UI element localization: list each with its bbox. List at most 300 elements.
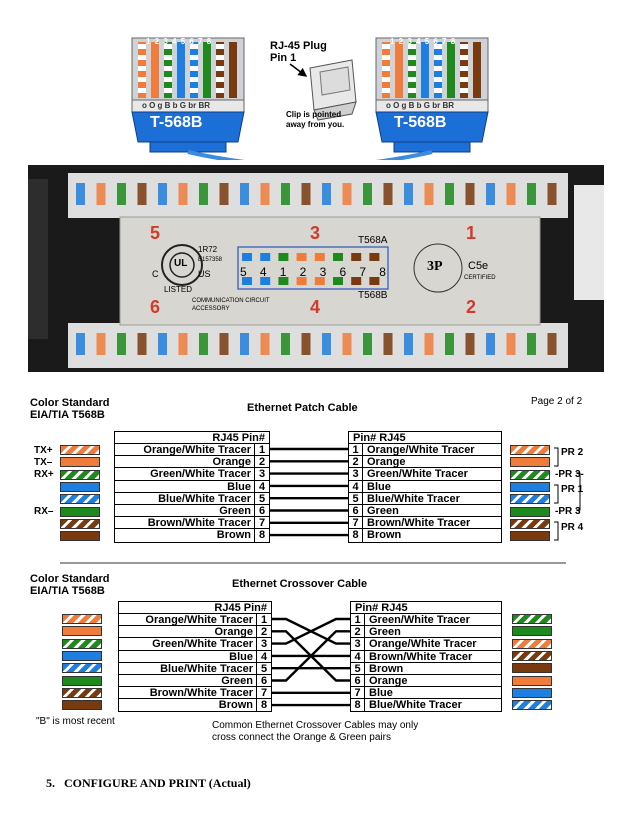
pin-number: 7: [258, 517, 266, 530]
rx-plus-label: RX+: [34, 469, 54, 480]
cat-label: C5e: [468, 260, 489, 272]
patch-title: Ethernet Patch Cable: [247, 402, 358, 414]
idc-terminal: [404, 183, 413, 205]
idc-terminal: [281, 183, 290, 205]
wire-name: Green: [369, 626, 401, 639]
patch-right-table: [348, 431, 502, 543]
wire-stripe: [190, 77, 198, 82]
patch-wires: [270, 443, 348, 543]
table-row: [115, 493, 269, 505]
cross-left-table: [118, 601, 272, 712]
jack-pin-number: 6: [339, 265, 347, 279]
pin-number: 8: [349, 529, 363, 541]
idc-terminal: [240, 183, 249, 205]
wire-stripe: [434, 88, 442, 93]
wire-stripe: [434, 55, 442, 60]
pin-number: 5: [351, 663, 365, 674]
patch-panel-photo: [28, 165, 604, 372]
jack-num-3: 3: [310, 223, 321, 243]
pair-3-label-bottom: -PR 3: [555, 506, 581, 517]
accessory-line1: COMMUNICATION CIRCUIT: [192, 298, 270, 304]
table-row: [351, 675, 501, 687]
table-row: [119, 663, 271, 675]
wire-stripe: [382, 44, 390, 49]
right-standard-label: T-568B: [394, 114, 447, 131]
idc-terminal: [220, 183, 229, 205]
table-row: [119, 651, 271, 663]
jack-pin-number: 3: [319, 265, 327, 279]
table-row: [119, 687, 271, 699]
table-row: [115, 468, 269, 480]
table-row: [119, 614, 271, 626]
pin-number: 2: [349, 456, 363, 467]
idc-terminal: [158, 183, 167, 205]
jack-color-swatch: [333, 253, 343, 261]
idc-terminal: [97, 183, 106, 205]
jack-pin-order: [240, 265, 386, 279]
table-row: [351, 699, 501, 711]
color-swatch: [60, 531, 100, 541]
crossover-note-line2: cross connect the Orange & Green pairs: [212, 732, 391, 743]
idc-terminal: [363, 333, 372, 355]
idc-terminal: [404, 333, 413, 355]
wire-stripe: [138, 55, 146, 60]
cross-standard-line2: EIA/TIA T568B: [30, 585, 105, 597]
color-swatch: [62, 676, 102, 686]
pin-number: 3: [260, 638, 268, 651]
wire-name: Brown/White Tracer: [115, 517, 255, 528]
pin-number: 1: [258, 444, 266, 456]
table-row: [351, 638, 501, 650]
table-row: [119, 675, 271, 687]
table-row: [115, 444, 269, 456]
pin-number: 3: [349, 468, 363, 479]
color-swatch: [510, 470, 550, 480]
color-swatch: [510, 519, 550, 529]
color-swatch: [62, 688, 102, 698]
color-swatch: [512, 614, 552, 624]
wire-stripe: [164, 66, 172, 71]
color-swatch: [510, 507, 550, 517]
table-row: [349, 493, 501, 505]
section-heading-text: CONFIGURE AND PRINT (Actual): [64, 776, 251, 790]
idc-terminal: [548, 333, 557, 355]
pin-number: 3: [351, 638, 365, 649]
color-swatch: [512, 676, 552, 686]
wire-stripe: [138, 66, 146, 71]
table-row: [349, 444, 501, 456]
wire-stripe: [164, 55, 172, 60]
idc-terminal: [486, 333, 495, 355]
pin-one-label: Pin 1: [270, 52, 297, 64]
rj45-diagram: [120, 30, 500, 160]
wire-name: Green: [119, 675, 257, 686]
pair-2-label: PR 2: [561, 447, 584, 458]
idc-terminal: [138, 333, 147, 355]
idc-terminal: [445, 183, 454, 205]
color-swatch: [512, 626, 552, 636]
idc-terminal: [281, 333, 290, 355]
wire-stripe: [408, 77, 416, 82]
pin-number: 8: [260, 699, 268, 712]
pin-number: 6: [260, 674, 268, 687]
cross-standard-line1: Color Standard: [30, 573, 110, 585]
jack-pin-number: 1: [279, 265, 287, 279]
jack-pin-number: 5: [240, 265, 247, 279]
table-row: [115, 481, 269, 493]
idc-terminal: [507, 333, 516, 355]
idc-terminal: [466, 183, 475, 205]
tx-minus-label: TX–: [34, 457, 53, 468]
table-row: [119, 638, 271, 650]
jack-pin-number: 8: [379, 265, 386, 279]
color-swatch: [60, 519, 100, 529]
wire-stripe: [460, 55, 468, 60]
idc-terminal: [76, 333, 85, 355]
wire-stripe: [138, 44, 146, 49]
plug-title: RJ-45 Plug: [270, 40, 327, 52]
color-swatch: [62, 700, 102, 710]
pin-number: 3: [258, 468, 266, 481]
idc-terminal: [302, 183, 311, 205]
color-swatch: [60, 494, 100, 504]
pair-3-label-top: -PR 3-: [555, 469, 584, 480]
connector-wire: [473, 42, 481, 98]
table-row: [351, 663, 501, 675]
color-swatch: [510, 494, 550, 504]
idc-terminal: [425, 183, 434, 205]
table-row: [115, 505, 269, 517]
pin-number: 8: [351, 699, 365, 711]
idc-terminal: [384, 333, 393, 355]
table-row: [115, 456, 269, 468]
wire-stripe: [460, 44, 468, 49]
color-swatch: [512, 663, 552, 673]
color-swatch: [510, 445, 550, 455]
color-swatch: [60, 470, 100, 480]
table-row: [349, 505, 501, 517]
pin-number: 4: [351, 651, 365, 662]
wire-name: Green/White Tracer: [115, 468, 255, 479]
connector-wire: [151, 42, 159, 98]
wire-name: Blue/White Tracer: [369, 699, 462, 712]
ul-us: US: [198, 269, 211, 279]
clip-note: Clip is pointed away from you.: [286, 110, 345, 129]
table-row: [119, 626, 271, 638]
color-swatch: [62, 614, 102, 624]
wire-stripe: [216, 55, 224, 60]
idc-terminal: [158, 333, 167, 355]
idc-terminal: [343, 333, 352, 355]
pin-number: 1: [349, 444, 363, 455]
idc-terminal: [199, 333, 208, 355]
ul-mark: UL: [174, 258, 188, 269]
std-b-label: T568B: [358, 290, 388, 301]
jack-pin-number: 2: [299, 265, 307, 279]
left-color-codes: o O g B b G br BR: [142, 101, 210, 110]
wire-name: Orange/White Tracer: [369, 638, 477, 651]
pair-1-label: PR 1: [561, 484, 584, 495]
idc-terminal: [466, 333, 475, 355]
pin-number: 5: [260, 662, 268, 675]
ul-code: 1R72: [198, 245, 218, 254]
color-swatch: [510, 531, 550, 541]
wire-stripe: [164, 77, 172, 82]
pin-number: 7: [349, 517, 363, 528]
cross-right-header: Pin# RJ45: [351, 602, 501, 614]
wire-name: Green/White Tracer: [367, 468, 468, 481]
wire-name: Brown: [119, 699, 257, 711]
pin-number: 2: [351, 626, 365, 637]
idc-terminal: [117, 183, 126, 205]
pin-number: 4: [349, 481, 363, 492]
wire-stripe: [216, 77, 224, 82]
jack-color-swatch: [351, 253, 361, 261]
idc-terminal: [507, 183, 516, 205]
color-swatch: [512, 688, 552, 698]
idc-terminal: [76, 183, 85, 205]
jack-color-swatch: [278, 253, 288, 261]
color-swatch: [510, 482, 550, 492]
color-swatch: [512, 700, 552, 710]
idc-terminal: [548, 183, 557, 205]
color-swatch: [60, 482, 100, 492]
color-swatch: [512, 639, 552, 649]
table-row: [115, 529, 269, 541]
table-row: [351, 687, 501, 699]
wire-name: Brown/White Tracer: [367, 517, 471, 530]
pin-number: 1: [260, 614, 268, 626]
wire-stripe: [408, 88, 416, 93]
right-pin-numbers: 1 2 3 4 5 6 7 8: [390, 37, 457, 46]
badge-3p: 3P: [427, 259, 443, 274]
color-swatch: [62, 639, 102, 649]
wire-name: Brown: [369, 662, 404, 675]
wire-name: Brown: [115, 529, 255, 541]
cross-left-header: RJ45 Pin#: [119, 602, 271, 614]
patch-left-table: [114, 431, 270, 543]
pair-4-label: PR 4: [561, 522, 584, 533]
right-color-codes: o O g B b G br BR: [386, 101, 454, 110]
wire-stripe: [460, 77, 468, 82]
pin-number: 2: [260, 626, 268, 639]
idc-terminal: [486, 183, 495, 205]
recent-note: "B" is most recent: [36, 716, 115, 727]
wire-stripe: [382, 66, 390, 71]
left-connector: [132, 38, 244, 152]
pin-number: 5: [258, 492, 266, 505]
wire-name: Orange: [369, 674, 408, 687]
idc-terminal: [322, 183, 331, 205]
idc-terminal: [97, 333, 106, 355]
wire-stripe: [408, 55, 416, 60]
wire-name: Brown/White Tracer: [119, 687, 257, 698]
jack-pin-number: 4: [259, 265, 267, 279]
wire-name: Blue: [367, 480, 391, 493]
patch-left-header: RJ45 Pin#: [115, 432, 269, 444]
jack-color-swatch: [315, 253, 325, 261]
wire-name: Blue: [119, 651, 257, 662]
wire-stripe: [434, 77, 442, 82]
pin-number: 7: [260, 687, 268, 700]
jack-color-swatch: [242, 253, 252, 261]
pin-number: 6: [349, 505, 363, 516]
table-row: [349, 529, 501, 541]
jack-color-swatch: [260, 253, 270, 261]
wire-name: Blue/White Tracer: [115, 493, 255, 504]
pin-number: 4: [258, 480, 266, 493]
wire-name: Green/White Tracer: [119, 638, 257, 649]
cross-right-table: [350, 601, 502, 712]
idc-terminal: [527, 333, 536, 355]
table-row: [349, 468, 501, 480]
color-swatch: [60, 507, 100, 517]
jack-color-swatch: [297, 253, 307, 261]
left-standard-label: T-568B: [150, 114, 203, 131]
pin-number: 7: [351, 687, 365, 698]
wire-name: Green: [367, 504, 399, 517]
idc-terminal: [179, 183, 188, 205]
pin-number: 4: [260, 650, 268, 663]
table-row: [119, 699, 271, 711]
wire-stripe: [216, 88, 224, 93]
wire-name: Blue/White Tracer: [119, 663, 257, 674]
idc-terminal: [527, 183, 536, 205]
wire-name: Orange/White Tracer: [115, 444, 255, 455]
table-row: [349, 517, 501, 529]
wire-stripe: [216, 66, 224, 71]
wire-stripe: [382, 77, 390, 82]
wire-stripe: [460, 88, 468, 93]
jack-num-5: 5: [150, 223, 161, 243]
wire-stripe: [164, 88, 172, 93]
wire-stripe: [190, 66, 198, 71]
pin-number: 1: [351, 614, 365, 625]
wire-stripe: [138, 77, 146, 82]
jack-num-4: 4: [310, 297, 321, 317]
pin-number: 6: [351, 675, 365, 686]
idc-terminal: [363, 183, 372, 205]
jack-pin-number: 7: [359, 265, 367, 279]
pin-number: 6: [258, 504, 266, 517]
connector-wire: [229, 42, 237, 98]
connector-wire: [203, 42, 211, 98]
wire-name: Orange: [119, 626, 257, 637]
wire-name: Green: [115, 505, 255, 516]
idc-terminal: [384, 183, 393, 205]
section-divider: [60, 562, 566, 564]
wire-name: Blue: [115, 481, 255, 492]
idc-terminal: [240, 333, 249, 355]
wire-stripe: [382, 55, 390, 60]
wire-name: Blue: [369, 687, 393, 700]
patch-right-header: Pin# RJ45: [349, 432, 501, 444]
pin-number: 2: [258, 456, 266, 469]
accessory-line2: ACCESSORY: [192, 306, 230, 312]
idc-terminal: [138, 183, 147, 205]
idc-terminal: [261, 333, 270, 355]
patch-standard-line1: Color Standard: [30, 397, 110, 409]
left-pin-numbers: 1 2 3 4 5 6 7 8: [146, 37, 213, 46]
crossover-note-line1: Common Ethernet Crossover Cables may only: [212, 720, 419, 731]
idc-terminal: [179, 333, 188, 355]
std-a-label: T568A: [358, 235, 388, 246]
crossover-wires: [272, 613, 350, 713]
section-number: 5.: [46, 776, 55, 790]
idc-terminal: [117, 333, 126, 355]
idc-terminal: [302, 333, 311, 355]
wire-stripe: [382, 88, 390, 93]
wire-stripe: [216, 44, 224, 49]
cross-title: Ethernet Crossover Cable: [232, 578, 368, 590]
wire-name: Orange/White Tracer: [119, 614, 257, 625]
ul-c: C: [152, 269, 159, 279]
wire-name: Orange: [367, 456, 406, 469]
color-swatch: [510, 457, 550, 467]
wire-stripe: [138, 88, 146, 93]
pin-number: 8: [258, 529, 266, 542]
table-row: [349, 456, 501, 468]
connector-wire: [395, 42, 403, 98]
color-swatch: [62, 651, 102, 661]
wire-stripe: [190, 55, 198, 60]
wire-stripe: [190, 88, 198, 93]
table-row: [351, 651, 501, 663]
patch-standard-line2: EIA/TIA T568B: [30, 409, 105, 421]
jack-num-2: 2: [466, 297, 477, 317]
color-swatch: [60, 457, 100, 467]
idc-terminal: [322, 333, 331, 355]
section-heading: [46, 776, 251, 791]
wire-stripe: [460, 66, 468, 71]
wire-stripe: [408, 66, 416, 71]
tx-plus-label: TX+: [34, 445, 53, 456]
rx-minus-label: RX–: [34, 506, 54, 517]
wire-stripe: [434, 66, 442, 71]
jack-num-6: 6: [150, 297, 161, 317]
color-swatch: [60, 445, 100, 455]
table-row: [349, 481, 501, 493]
connector-wire: [447, 42, 455, 98]
wire-name: Blue/White Tracer: [367, 492, 460, 505]
idc-terminal: [199, 183, 208, 205]
cable-arc: [188, 152, 432, 160]
ul-listed: LISTED: [164, 285, 193, 294]
idc-terminal: [261, 183, 270, 205]
connector-wire: [421, 42, 429, 98]
page-number: Page 2 of 2: [531, 396, 583, 407]
idc-terminal: [445, 333, 454, 355]
certified-label: CERTIFIED: [464, 275, 496, 281]
wire-name: Orange/White Tracer: [367, 444, 475, 456]
wire-name: Green/White Tracer: [369, 614, 470, 626]
wire-name: Brown/White Tracer: [369, 650, 473, 663]
table-row: [351, 626, 501, 638]
wire-name: Brown: [367, 529, 402, 542]
idc-terminal: [220, 333, 229, 355]
color-swatch: [62, 663, 102, 673]
wire-name: Orange: [115, 456, 255, 467]
ul-file: E157358: [198, 257, 223, 263]
connector-wire: [177, 42, 185, 98]
table-row: [115, 517, 269, 529]
table-row: [351, 614, 501, 626]
right-connector: [376, 38, 488, 152]
color-swatch: [512, 651, 552, 661]
color-swatch: [62, 626, 102, 636]
idc-terminal: [425, 333, 434, 355]
pin-number: 5: [349, 493, 363, 504]
